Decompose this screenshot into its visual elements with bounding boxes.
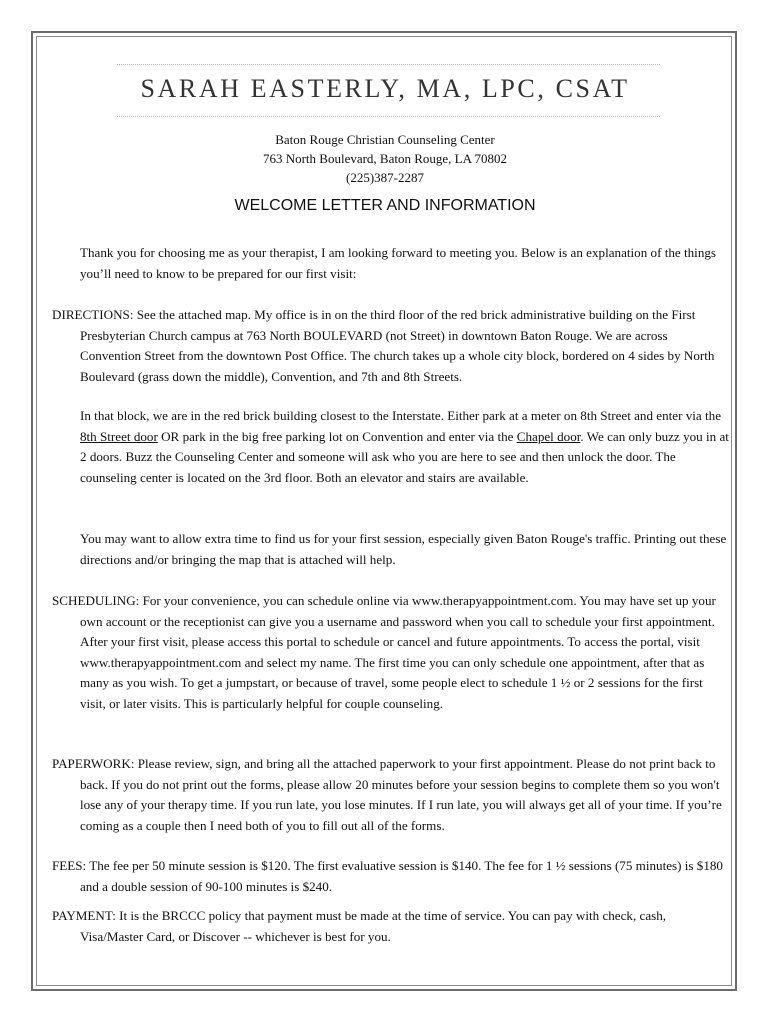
header-rule-bottom (117, 116, 660, 117)
directions-traffic-text: You may want to allow extra time to find us for your first session, especially given Baton Rouge's traffic. Printing out these directions and/or bringing the map that is attached will help. (80, 531, 727, 567)
directions-text: DIRECTIONS: See the attached map. My office is in on the third floor of the red brick administrative building on the First Presbyterian Church campus at 763 North BOULEVARD (not Street) in downtown Baton Rouge. We are across Convention Street from the downtown Post Office. The church takes up a whole city block, bordered on 4 sides by North Boulevard (grass down the middle), Convention, and 7th and 8th Streets. (52, 307, 715, 384)
organization-name: Baton Rouge Christian Counseling Center (275, 132, 495, 147)
letter-heading: WELCOME LETTER AND INFORMATION (234, 197, 536, 214)
scheduling-text: SCHEDULING: For your convenience, you can schedule online via www.therapyappointment.com. You may have set up your own account or the receptionist can give you a username and password when you call to schedule your first appointment. After your first visit, please access this portal to schedule or cancel and future appointments. To access the portal, visit www.therapyappointment.com and select my name. The first time you can only schedule one appointment, after that as many as you wish. To get a jumpstart, or because of travel, some people elect to schedule 1 ½ or 2 sessions for the first visit, or later visits. This is particularly helpful for couple counseling. (52, 593, 716, 711)
fees-section (52, 856, 730, 897)
scheduling-section (52, 591, 730, 714)
directions-traffic-paragraph (52, 529, 730, 570)
payment-section (52, 906, 730, 947)
phone-number: (225)387-2287 (346, 170, 424, 185)
page-title: SARAH EASTERLY, MA, LPC, CSAT (140, 74, 630, 103)
directions-parking-paragraph (52, 406, 730, 488)
payment-text: PAYMENT: It is the BRCCC policy that payment must be made at the time of service. You can pay with check, cash, Visa/Master Card, or Discover -- whichever is best for you. (52, 908, 667, 944)
intro-text: Thank you for choosing me as your therapist, I am looking forward to meeting you. Below is an explanation of the things you’ll need to know to be prepared for our first visit: (80, 245, 717, 281)
parking-text-a: In that block, we are in the red brick building closest to the Interstate. Either park at a meter on 8th Street and enter via the (80, 408, 722, 423)
chapel-door-link: Chapel door (516, 428, 581, 444)
paperwork-text: PAPERWORK: Please review, sign, and bring all the attached paperwork to your first appointment. Please do not print back to back. If you do not print out the forms, please allow 20 minutes before your session begins to complete them so you won't lose any of your therapy time. If you run late, you lose minutes. If I run late, you will always get all of your time. If you’re coming as a couple then I need both of you to fill out all of the forms. (52, 756, 722, 833)
street-address: 763 North Boulevard, Baton Rouge, LA 70802 (262, 151, 508, 166)
intro-paragraph (52, 243, 730, 284)
directions-parking-text (80, 406, 730, 488)
fees-text: FEES: The fee per 50 minute session is $120. The first evaluative session is $140. The fee for 1 ½ sessions (75 minutes) is $180 and a double session of 90-100 minutes is $240. (52, 858, 723, 894)
header-rule-top (117, 64, 660, 65)
parking-text-b: OR park in the big free parking lot on Convention and enter via the (157, 428, 517, 444)
paperwork-section (52, 754, 730, 836)
directions-section (52, 305, 730, 387)
parking-text-c: . We can only buzz you in at 2 doors. Buzz the Counseling Center and someone will ask who you are here to see and then unlock the door. The counseling center is located on the 3rd floor. Both an elevator and stairs are available. (80, 428, 729, 485)
eighth-street-door-link: 8th Street door (80, 428, 158, 444)
